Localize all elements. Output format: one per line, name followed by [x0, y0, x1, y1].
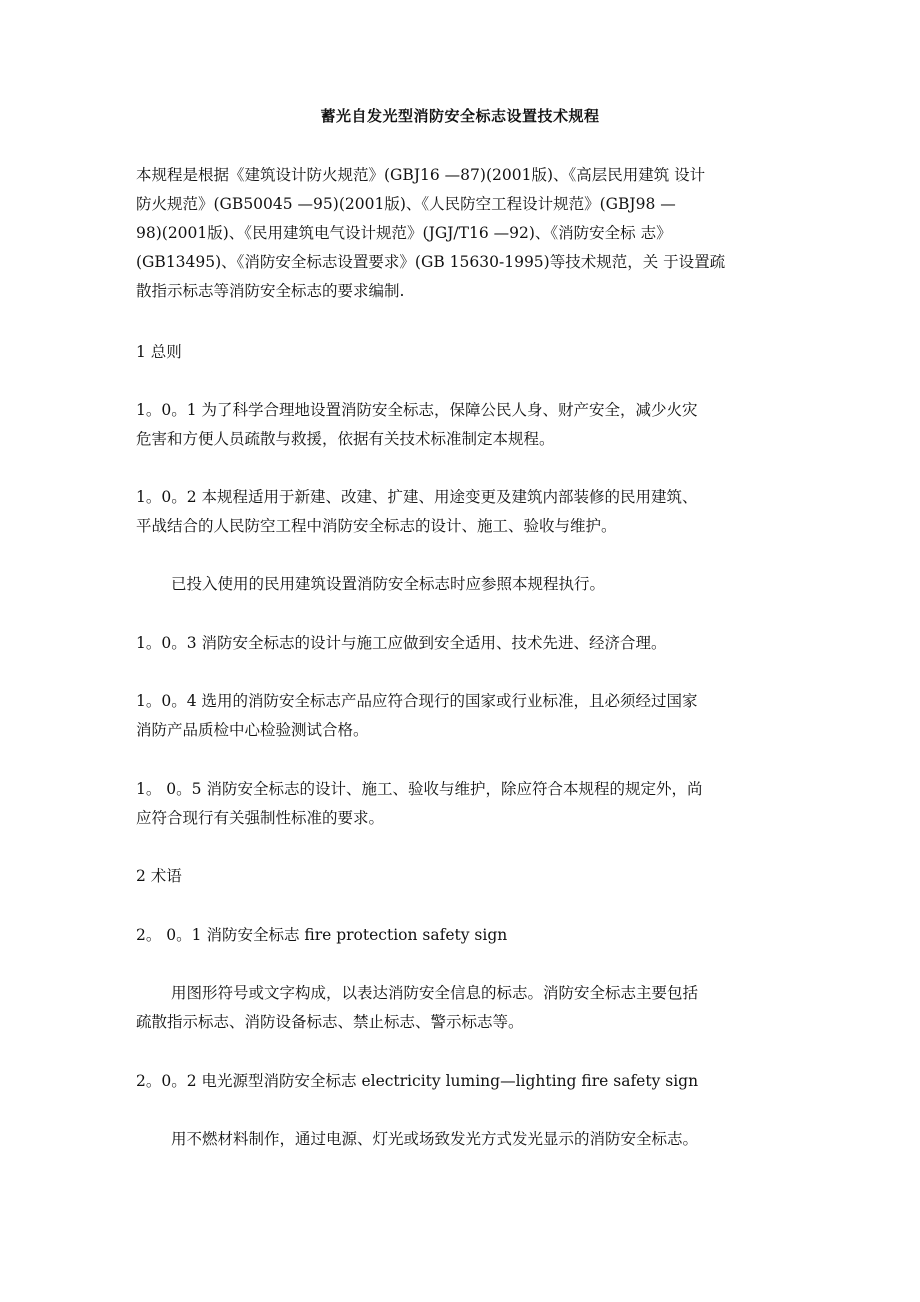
definition-line: 疏散指示标志、消防设备标志、禁止标志、警示标志等。	[136, 1013, 524, 1031]
section-2-heading: 2 术语	[136, 867, 182, 885]
term-2-0-2-definition: 用不燃材料制作，通过电源、灯光或场致发光方式发光显示的消防安全标志。	[171, 1130, 699, 1148]
definition-line: 用图形符号或文字构成，以表达消防安全信息的标志。消防安全标志主要包括	[171, 984, 699, 1002]
clause-line: 消防产品质检中心检验测试合格。	[136, 721, 369, 739]
clause-line: 1。0。2 本规程适用于新建、改建、扩建、用途变更及建筑内部装修的民用建筑、	[136, 488, 698, 506]
document-title: 蓄光自发光型消防安全标志设置技术规程	[320, 107, 600, 125]
clause-line: 1。 0。5 消防安全标志的设计、施工、验收与维护，除应符合本规程的规定外，尚	[136, 780, 703, 798]
term-2-0-2: 2。0。2 电光源型消防安全标志 electricity luming—lighting fire safety sign	[136, 1072, 699, 1090]
section-1-heading: 1 总则	[136, 343, 182, 361]
clause-line: 应符合现行有关强制性标准的要求。	[136, 809, 385, 827]
intro-line: 防火规范》(GB50045 —95)(2001版)、《人民防空工程设计规范》(GBJ98 —	[136, 195, 676, 213]
clause-line: 1。0。4 选用的消防安全标志产品应符合现行的国家或行业标准，且必须经过国家	[136, 692, 698, 710]
clause-line: 1。0。1 为了科学合理地设置消防安全标志，保障公民人身、财产安全，减少火灾	[136, 401, 698, 419]
clause-1-0-2-note: 已投入使用的民用建筑设置消防安全标志时应参照本规程执行。	[171, 575, 606, 593]
term-2-0-1: 2。 0。1 消防安全标志 fire protection safety sign	[136, 926, 508, 944]
clause-line: 危害和方便人员疏散与救援，依据有关技术标准制定本规程。	[136, 430, 555, 448]
intro-line: 本规程是根据《建筑设计防火规范》(GBJ16 —87)(2001版)、《高层民用建筑 设计	[136, 166, 706, 184]
intro-line: 98)(2001版)、《民用建筑电气设计规范》(JGJ/T16 —92)、《消防安全标 志》	[136, 224, 672, 242]
intro-line: (GB13495)、《消防安全标志设置要求》(GB 15630-1995)等技术规范，关 于设置疏	[136, 253, 726, 271]
clause-1-0-3: 1。0。3 消防安全标志的设计与施工应做到安全适用、技术先进、经济合理。	[136, 634, 667, 652]
intro-line: 散指示标志等消防安全标志的要求编制.	[136, 282, 405, 300]
clause-line: 平战结合的人民防空工程中消防安全标志的设计、施工、验收与维护。	[136, 517, 617, 535]
